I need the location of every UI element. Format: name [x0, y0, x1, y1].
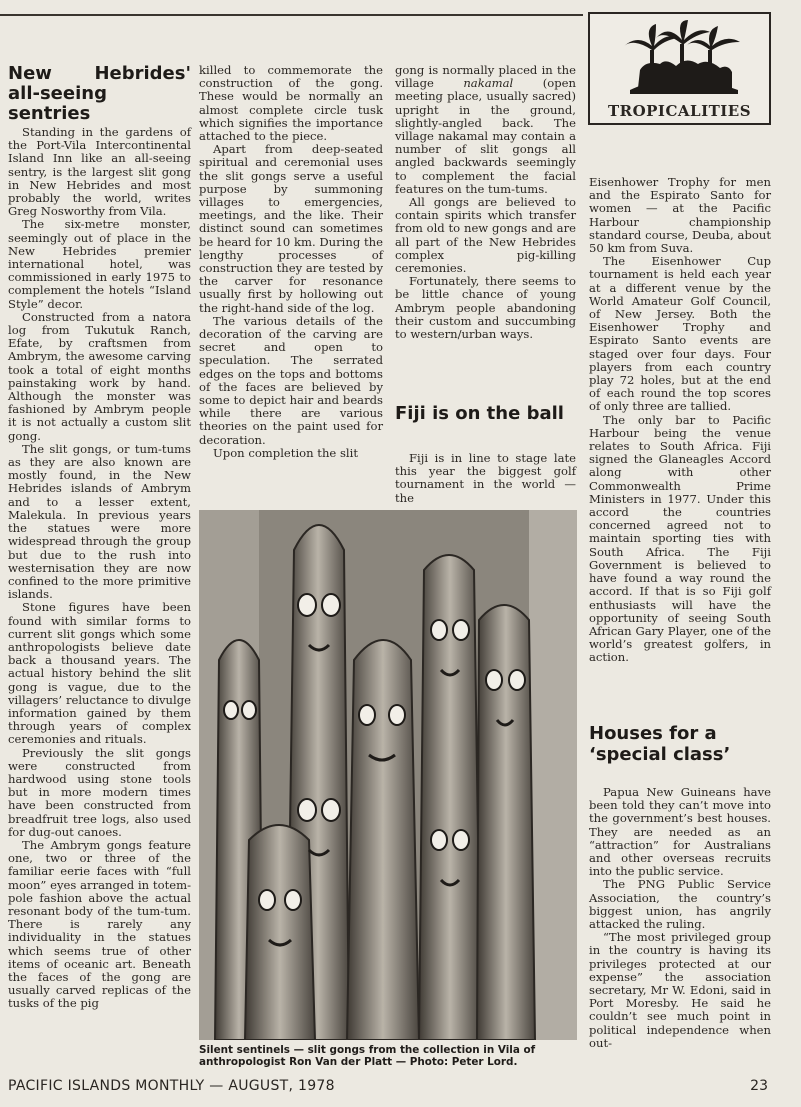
article-column-3	[395, 64, 576, 341]
paragraph: The Ambrym gongs feature one, two or three of the familiar eerie faces with “full moon” eyes arranged in totem-pole fashion above the actual resonant body of the tum-tum. There is rarely any individuality in the statues which seems true of other items of oceanic art. Beneath the faces of the gong are usually carved replicas of the tusks of the pig	[8, 837, 191, 1011]
paragraph: Apart from deep-seated spiritual and ceremonial uses the slit gongs serve a useful purpose by summoning villages to emergencies, meetings, and the like. Their distinct sound can sometimes be heard for 10 km. During the lengthy processes of construction they are tested by the carver for resonance usually first by hollowing out the right-hand side of the log.	[199, 142, 383, 315]
paragraph: The various details of the decoration of the carving are secret and open to speculation. The serrated edges on the tops and bottoms of the faces are believed by some to depict hair and beards while there are various theories on the paint used for decoration.	[199, 313, 383, 447]
article-body	[8, 126, 191, 1011]
italic-term: nakamal	[463, 76, 514, 91]
article-body	[589, 786, 771, 1050]
paragraph: Standing in the gardens of the Port-Vila Intercontinental Island Inn like an all-seeing sentry, is the largest slit gong in New Hebrides and most probably the world, writes Greg Nosworthy from Vila.	[8, 125, 191, 219]
paragraph: Stone figures have been found with similar forms to current slit gongs which some anthropologists believe date back a thousand years. The actual history behind the slit gong is vague, due to the villagers’ reluctance to divulge information gained by them through years of complex ceremonies and rituals.	[8, 600, 191, 747]
article-column-4	[589, 176, 771, 665]
page-number: 23	[750, 1078, 768, 1094]
paragraph: Constructed from a natora log from Tukutuk Ranch, Efate, by craftsmen from Ambrym, the awesome carving took a total of eight months painstaking work by hand. Although the monster was fashioned by Ambrym people it is not actually a custom slit gong.	[8, 309, 191, 443]
photo-caption: Silent sentinels — slit gongs from the collection in Vila of anthropologist Ron Van der Platt — Photo: Peter Lord.	[199, 1044, 536, 1068]
slit-gongs-image	[199, 510, 577, 1040]
paragraph: Eisenhower Trophy for men and the Espirato Santo for women — at the Pacific Harbour championship standard course, Deuba, about 50 km from Suva.	[589, 175, 771, 256]
column-logo-box	[588, 12, 771, 125]
paragraph: Upon completion the slit	[213, 445, 358, 460]
publication-footer: PACIFIC ISLANDS MONTHLY — AUGUST, 1978	[8, 1078, 335, 1094]
paragraph: The only bar to Pacific Harbour being the venue relates to South Africa. Fiji signed the Glaneagles Accord along with other Commonwealth Prime Ministers in 1977. Under this accord the countries concerned agreed not to maintain sporting ties with South Africa. The Fiji Government is believed to have found a way round the accord. If that is so Fiji golf enthusiasts will have the opportunity of seeing South African Gary Player, one of the world’s greatest golfers, in action.	[589, 412, 771, 665]
article-column-1	[8, 64, 191, 1011]
slit-gongs-photo	[199, 510, 577, 1040]
paragraph: Previously the slit gongs were constructed from hardwood using stone tools but in more modern times have been constructed from breadfruit tree logs, also used for dug-out canoes.	[8, 745, 191, 839]
paragraph: The slit gongs, or tum-tums as they are also known are mostly found, in the New Hebrides islands of Ambrym and to a lesser extent, Malekula. In previous years the statues were more widespread through the group but due to the rush into westernisation they are now confined to the more primitive islands.	[8, 441, 191, 602]
column-title: TROPICALITIES	[607, 102, 752, 120]
article-headline-houses: Houses for a ‘special class’	[589, 723, 731, 765]
paragraph: The six-metre monster, seemingly out of place in the New Hebrides premier international hotel, was commissioned in early 1975 to complement the hotels “Island Style” decor.	[8, 217, 191, 311]
article-column-2	[199, 64, 383, 460]
article-body	[395, 196, 576, 341]
paragraph: The Eisenhower Cup tournament is held each year at a different venue by the World Amateur Golf Council, of New Jersey. Both the Eisenhower Trophy and Espirato Santo events are staged over four days. Four players from each country play 72 holes, but at the end of each round the top scores of only three are tallied.	[589, 254, 771, 414]
article-body	[589, 176, 771, 665]
paragraph: All gongs are believed to contain spirits which transfer from old to new gongs and are all part of the New Hebrides complex pig-killing ceremonies.	[395, 195, 576, 276]
article-body	[199, 64, 383, 460]
article-column-4b	[589, 786, 771, 1050]
palm-trees-icon	[620, 20, 744, 100]
paragraph: killed to commemorate the construction of the gong. These would be normally an almost complete circle tusk which signifies the importance attached to the piece.	[199, 63, 383, 144]
paragraph: “The most privileged group in the country is having its privileges protected at our expense” the association secretary, Mr W. Edoni, said in Port Moresby. He said he couldn’t see much point in political independence when out-	[589, 930, 771, 1050]
paragraph: The PNG Public Service Association, the country’s biggest union, has angrily attacked the ruling.	[589, 877, 771, 932]
article-headline-slit-gongs: New Hebrides' all-seeing sentries	[8, 63, 191, 124]
paragraph: Fortunately, there seems to be little chance of young Ambrym people abandoning their custom and succumbing to western/urban ways.	[395, 274, 576, 342]
top-rule	[0, 14, 583, 16]
paragraph: Papua New Guineans have been told they can’t move into the government’s best houses. They are needed as an “attraction” for Australians and other overseas recruits into the public service.	[589, 785, 771, 879]
article-headline-fiji: Fiji is on the ball	[395, 403, 564, 424]
article-column-3b	[395, 452, 576, 505]
paragraph: gong is normally placed in the village nakamal (open meeting place, usually sacred) upright in the ground, slightly-angled back. The village nakamal may contain a number of slit gongs all angled backwards seemingly to complement the facial features on the tum-tums.	[395, 63, 576, 196]
paragraph: Fiji is in line to stage late this year the biggest golf tournament in the world — the	[395, 451, 576, 505]
